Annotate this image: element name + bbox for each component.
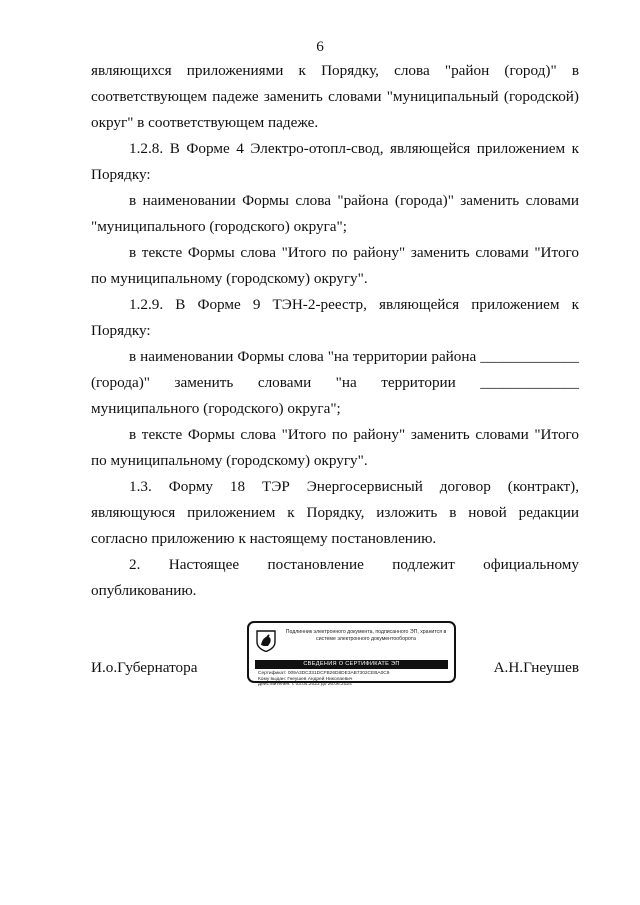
text-line: являющуюся приложением к Порядку, изложить в новой редакции: [91, 504, 579, 521]
text-line: в тексте Формы слова "Итого по району" заменить словами "Итого: [129, 244, 579, 261]
e-signature-stamp: [247, 621, 456, 688]
text-line: в наименовании Формы слова "района (города)" заменить словами: [129, 192, 579, 209]
stamp-certificate: Сертификат: 009A3DC331DCFB26D8DE3AB7302CEBA0C9: [258, 671, 390, 676]
signatory-position: И.о.Губернатора: [91, 659, 198, 676]
signatory-name: А.Н.Гнеушев: [493, 659, 579, 676]
text-line: округ" в соответствующем падеже.: [91, 114, 319, 131]
text-line: в тексте Формы слова "Итого по району" заменить словами "Итого: [129, 426, 579, 443]
text-line: опубликованию.: [91, 582, 197, 599]
text-line: муниципального (городского) округа";: [91, 400, 341, 417]
text-line: (города)" заменить словами "на территории _____________: [91, 374, 579, 391]
text-line: Порядку:: [91, 322, 151, 339]
text-line: 1.2.9. В Форме 9 ТЭН-2-реестр, являющейся приложением к: [129, 296, 579, 313]
text-line: согласно приложению к настоящему постановлению.: [91, 530, 437, 547]
text-line: являющихся приложениями к Порядку, слова "район (город)" в: [91, 62, 579, 79]
text-line: в наименовании Формы слова "на территории района _____________: [129, 348, 579, 365]
text-line: Порядку:: [91, 166, 151, 183]
page-number: 6: [316, 38, 324, 55]
text-line: "муниципального (городского) округа";: [91, 218, 347, 235]
stamp-title: СВЕДЕНИЯ О СЕРТИФИКАТЕ ЭП: [255, 660, 448, 669]
text-line: 1.2.8. В Форме 4 Электро-отопл-свод, являющейся приложением к: [129, 140, 579, 157]
text-line: соответствующем падеже заменить словами "муниципальный (городской): [91, 88, 579, 105]
stamp-validity: Действителен: с 03.04.2023 до 26.06.2024: [258, 682, 352, 688]
text-line: по муниципальному (городскому) округу".: [91, 452, 368, 469]
coat-of-arms-icon: [256, 630, 276, 652]
stamp-header: Подлинник электронного документа, подписанного ЭП, хранится в системе электронного документооборота: [285, 629, 447, 642]
text-line: 2. Настоящее постановление подлежит официальному: [129, 556, 579, 573]
text-line: по муниципальному (городскому) округу".: [91, 270, 368, 287]
stamp-details: [258, 671, 450, 688]
stamp-owner: Кому выдан: Гнеушев Андрей Николаевич: [258, 676, 353, 682]
text-line: 1.3. Форму 18 ТЭР Энергосервисный договор (контракт),: [129, 478, 579, 495]
